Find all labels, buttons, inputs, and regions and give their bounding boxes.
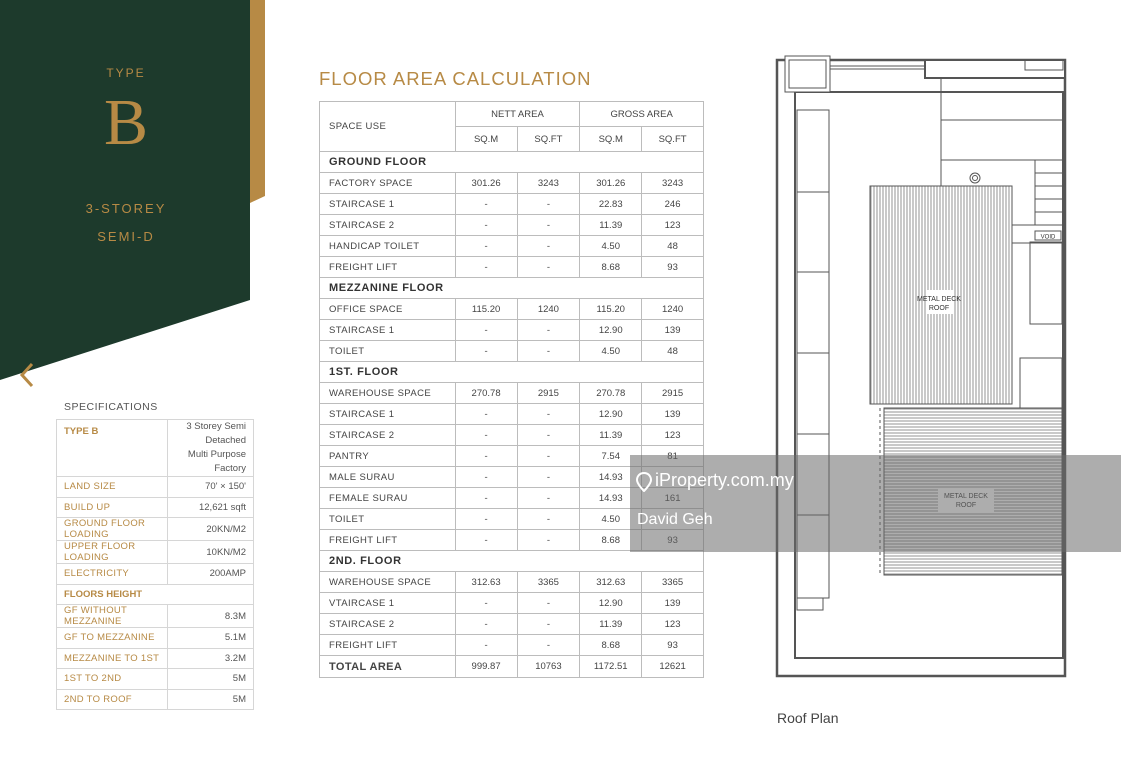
spec-value: 5M [168,669,254,690]
cell-nett-sqft: - [517,509,580,530]
spec-label: BUILD UP [57,497,168,518]
section-row [320,551,704,572]
cell-nett-sqft: - [517,320,580,341]
cell-nett-sqft: - [517,257,580,278]
cell-nett-sqm: - [455,404,517,425]
cell-nett-sqm: - [455,614,517,635]
cell-gross-sqm: 4.50 [580,341,642,362]
table-row [320,593,704,614]
cell-gross-sqm: 14.93 [580,488,642,509]
cell-gross-sqft: 139 [642,593,704,614]
cell-nett-sqft: - [517,341,580,362]
cell-gross-sqm: 1172.51 [580,656,642,678]
cell-nett-sqm: 999.87 [455,656,517,678]
storey-description [0,195,252,251]
cell-gross-sqm: 12.90 [580,593,642,614]
cell-gross-sqm: 301.26 [580,173,642,194]
cell-nett-sqft: - [517,425,580,446]
section-row [320,362,704,383]
spec-value: 3.2M [168,648,254,669]
cell-gross-sqm: 12.90 [580,404,642,425]
cell-nett-sqm: - [455,530,517,551]
cell-nett-sqm: 301.26 [455,173,517,194]
cell-gross-sqft: 123 [642,425,704,446]
spec-type-value-line-1: 3 Storey Semi Detached [186,421,246,446]
table-row [320,194,704,215]
cell-nett-sqft: 2915 [517,383,580,404]
spec-type-value-line-2: Multi Purpose Factory [187,449,246,474]
cell-space: WAREHOUSE SPACE [320,383,456,404]
table-row [320,572,704,593]
height-row [57,605,254,628]
height-row [57,648,254,669]
cell-gross-sqft: 48 [642,341,704,362]
green-background [0,0,250,380]
section-row [320,278,704,299]
floors-height-row [57,584,254,605]
cell-space: STAIRCASE 1 [320,404,456,425]
spec-label: GF TO MEZZANINE [57,628,168,649]
roof-plan-drawing [770,50,1075,685]
cell-space: FACTORY SPACE [320,173,456,194]
table-row [320,215,704,236]
cell-space: TOILET [320,341,456,362]
table-row [320,383,704,404]
gross-area-header: GROSS AREA [580,102,704,127]
spec-value: 12,621 sqft [168,497,254,518]
spec-label: UPPER FLOOR LOADING [57,541,168,564]
table-row [320,173,704,194]
cell-space: WAREHOUSE SPACE [320,572,456,593]
cell-space: OFFICE SPACE [320,299,456,320]
cell-gross-sqft: 139 [642,404,704,425]
cell-space: STAIRCASE 2 [320,614,456,635]
spec-value: 200AMP [168,564,254,585]
gross-sqft-header: SQ.FT [642,127,704,152]
cell-nett-sqm: - [455,509,517,530]
cell-gross-sqm: 8.68 [580,635,642,656]
cell-space: STAIRCASE 1 [320,320,456,341]
metal-deck-upper-line-1: METAL DECK [917,296,961,303]
type-letter: B [103,86,149,159]
cell-gross-sqft: 2915 [642,383,704,404]
table-row [320,614,704,635]
cell-space: FEMALE SURAU [320,488,456,509]
cell-nett-sqm: - [455,320,517,341]
cell-space: FREIGHT LIFT [320,635,456,656]
cell-gross-sqft: 93 [642,635,704,656]
spec-label: GF WITHOUT MEZZANINE [57,605,168,628]
cell-nett-sqft: - [517,530,580,551]
table-row [320,425,704,446]
section-title: MEZZANINE FLOOR [320,278,704,299]
spec-label: MEZZANINE TO 1ST [57,648,168,669]
space-use-header: SPACE USE [320,102,456,152]
cell-nett-sqm: - [455,215,517,236]
gold-accent-stripe [250,0,265,203]
spec-label: 2ND TO ROOF [57,689,168,710]
floors-height-title: FLOORS HEIGHT [57,584,254,605]
cell-nett-sqft: - [517,488,580,509]
section-row [320,152,704,173]
nett-sqm-header: SQ.M [455,127,517,152]
cell-gross-sqm: 22.83 [580,194,642,215]
table-row [320,635,704,656]
table-row [320,404,704,425]
spec-value: 8.3M [168,605,254,628]
cell-space: PANTRY [320,446,456,467]
cell-nett-sqft: - [517,635,580,656]
cell-gross-sqm: 11.39 [580,614,642,635]
cell-gross-sqft: 139 [642,320,704,341]
nett-area-header: NETT AREA [455,102,580,127]
spec-type-value [168,420,254,477]
cell-gross-sqft: 123 [642,614,704,635]
cell-gross-sqm: 14.93 [580,467,642,488]
cell-nett-sqft: 3365 [517,572,580,593]
cell-nett-sqm: - [455,467,517,488]
cell-gross-sqft: 1240 [642,299,704,320]
location-pin-icon [636,472,652,492]
spec-value: 20KN/M2 [168,518,254,541]
cell-gross-sqm: 8.68 [580,530,642,551]
table-row [320,341,704,362]
table-row [320,299,704,320]
cell-gross-sqm: 7.54 [580,446,642,467]
spec-label: LAND SIZE [57,477,168,498]
section-title: 2ND. FLOOR [320,551,704,572]
cell-nett-sqm: 115.20 [455,299,517,320]
nett-sqft-header: SQ.FT [517,127,580,152]
spec-type-row [57,420,254,477]
height-row [57,669,254,690]
cell-gross-sqm: 11.39 [580,425,642,446]
cell-gross-sqm: 12.90 [580,320,642,341]
cell-gross-sqm: 8.68 [580,257,642,278]
cell-gross-sqft: 3243 [642,173,704,194]
cell-gross-sqft: 12621 [642,656,704,678]
spec-label: GROUND FLOOR LOADING [57,518,168,541]
cell-gross-sqm: 4.50 [580,236,642,257]
floor-area-table [319,101,704,678]
cell-space: HANDICAP TOILET [320,236,456,257]
watermark-agent: David Geh [637,511,713,528]
spec-value: 5.1M [168,628,254,649]
cell-space: FREIGHT LIFT [320,530,456,551]
cell-nett-sqm: - [455,257,517,278]
height-row [57,628,254,649]
cell-nett-sqft: 1240 [517,299,580,320]
cell-nett-sqm: - [455,593,517,614]
watermark-site: iProperty.com.my [655,470,794,490]
spec-row [57,518,254,541]
floor-area-title: FLOOR AREA CALCULATION [319,68,592,89]
spec-value: 5M [168,689,254,710]
cell-nett-sqm: 270.78 [455,383,517,404]
cell-nett-sqft: - [517,467,580,488]
cell-nett-sqm: - [455,341,517,362]
cell-gross-sqft: 123 [642,215,704,236]
cell-nett-sqm: - [455,236,517,257]
storey-line-1: 3-STOREY [85,201,167,216]
cell-space: MALE SURAU [320,467,456,488]
cell-nett-sqft: - [517,593,580,614]
specifications-table [56,419,254,710]
cell-nett-sqft: 3243 [517,173,580,194]
roof-plan-label: Roof Plan [777,710,839,726]
cell-nett-sqm: - [455,446,517,467]
cell-gross-sqm: 11.39 [580,215,642,236]
table-row [320,257,704,278]
section-title: 1ST. FLOOR [320,362,704,383]
cell-space: TOILET [320,509,456,530]
cell-nett-sqm: - [455,194,517,215]
spec-type-key: TYPE B [57,420,168,477]
spec-row [57,564,254,585]
spec-value: 70' × 150' [168,477,254,498]
section-title: GROUND FLOOR [320,152,704,173]
cell-nett-sqft: - [517,194,580,215]
cell-nett-sqft: - [517,404,580,425]
storey-line-2: SEMI-D [97,229,155,244]
cell-nett-sqm: - [455,635,517,656]
spec-label: 1ST TO 2ND [57,669,168,690]
cell-nett-sqm: - [455,488,517,509]
type-label: TYPE [106,66,146,80]
cell-nett-sqft: 10763 [517,656,580,678]
spec-row [57,497,254,518]
cell-space: VTAIRCASE 1 [320,593,456,614]
table-row [320,320,704,341]
cell-gross-sqft: 3365 [642,572,704,593]
cell-nett-sqft: - [517,446,580,467]
cell-space: STAIRCASE 1 [320,194,456,215]
back-arrow-icon[interactable] [14,360,40,390]
specifications-title: SPECIFICATIONS [64,401,158,413]
cell-gross-sqft: 246 [642,194,704,215]
total-row [320,656,704,678]
cell-space: TOTAL AREA [320,656,456,678]
void-label: VOID [1040,234,1056,241]
cell-gross-sqft: 48 [642,236,704,257]
table-row [320,236,704,257]
cell-gross-sqft: 93 [642,257,704,278]
cell-nett-sqft: - [517,614,580,635]
cell-nett-sqft: - [517,215,580,236]
spec-row [57,541,254,564]
cell-space: STAIRCASE 2 [320,425,456,446]
cell-space: FREIGHT LIFT [320,257,456,278]
cell-nett-sqm: - [455,425,517,446]
cell-nett-sqft: - [517,236,580,257]
spec-value: 10KN/M2 [168,541,254,564]
header-row-1 [320,102,704,127]
height-row [57,689,254,710]
metal-deck-label-upper [908,295,970,313]
cell-gross-sqm: 4.50 [580,509,642,530]
cell-gross-sqm: 312.63 [580,572,642,593]
metal-deck-upper-line-2: ROOF [928,305,950,312]
spec-label: ELECTRICITY [57,564,168,585]
gross-sqm-header: SQ.M [580,127,642,152]
cell-gross-sqm: 270.78 [580,383,642,404]
cell-nett-sqm: 312.63 [455,572,517,593]
cell-space: STAIRCASE 2 [320,215,456,236]
spec-row [57,477,254,498]
cell-gross-sqm: 115.20 [580,299,642,320]
